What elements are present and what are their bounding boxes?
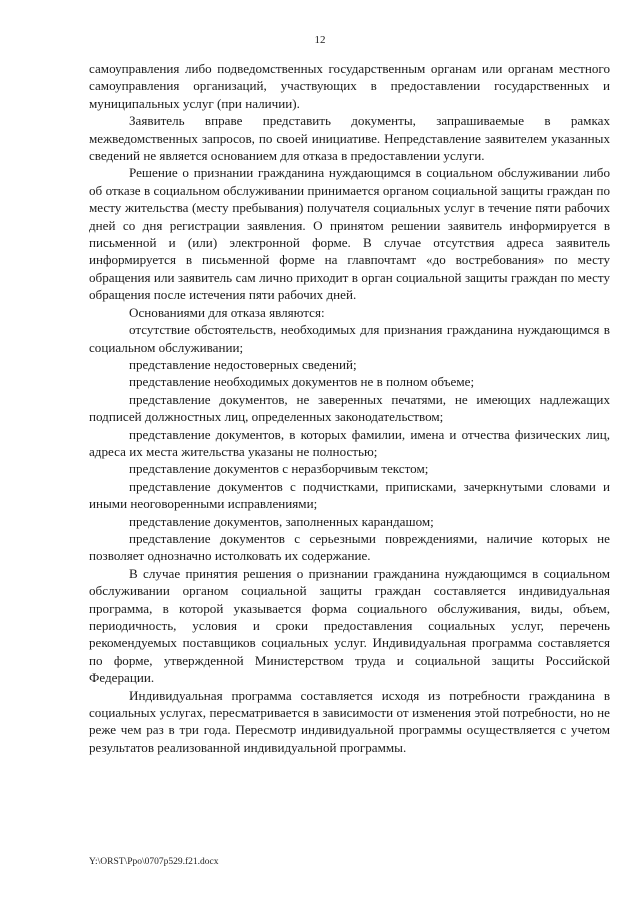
list-item: представление недостоверных сведений; bbox=[129, 356, 357, 372]
list-item: представление документов, заполненных карандашом; bbox=[129, 513, 434, 529]
list-item: представление необходимых документов не в полном объеме; bbox=[129, 374, 475, 390]
paragraph: самоуправления либо подведомственных государственным органам или органам местного самоуправления организаций, участвующих в предоставлении государственных и муниципальных услуг (при наличии). bbox=[89, 61, 610, 111]
file-path-footer: Y:\ORST\Ppo\0707p529.f21.docx bbox=[89, 857, 219, 867]
list-item: представление документов с серьезными повреждениями, наличие которых не позволяет однозначно истолковать их содержание. bbox=[89, 530, 610, 564]
paragraph: Индивидуальная программа составляется исходя из потребности гражданина в социальных услугах, пересматривается в зависимости от изменения этой потребности, но не реже чем раз в три года. Пересмотр индивидуальной программы осуществляется с учетом результатов реализованной индивидуальной программы. bbox=[89, 687, 610, 755]
list-item: представление документов, не заверенных печатями, не имеющих надлежащих подписей должностных лиц, определенных законодательством; bbox=[89, 391, 610, 425]
paragraph: В случае принятия решения о признании гражданина нуждающимся в социальном обслуживании органом социальной защиты граждан составляется индивидуальная программа, в которой указывается форма социального обслуживания, виды, объем, периодичность, условия и сроки предоставления социальных услуг, перечень рекомендуемых поставщиков социальных услуг. Индивидуальная программа составляется по форме, утвержденной Министерством труда и социальной защиты Российской Федерации. bbox=[89, 565, 610, 686]
paragraph: Основаниями для отказа являются: bbox=[129, 304, 325, 320]
list-item: отсутствие обстоятельств, необходимых для признания гражданина нуждающимся в социальном обслуживании; bbox=[89, 322, 610, 355]
paragraph: Решение о признании гражданина нуждающимся в социальном обслуживании либо об отказе в социальном обслуживании принимается органом социальной защиты граждан по месту жительства (месту пребывания) получателя социальных услуг в течение пяти рабочих дней со дня регистрации заявления. О принятом решении заявитель информируется в письменной и (или) электронной форме. В случае отсутствия адреса заявитель информируется в письменной форме на главпочтамт «до востребования» по месту обращения или заявитель сам лично приходит в орган социальной защиты граждан по месту обращения после истечения пяти рабочих дней. bbox=[89, 165, 610, 303]
document-body bbox=[89, 60, 610, 756]
list-item: представление документов с подчистками, приписками, зачеркнутыми словами и иными неоговоренными исправлениями; bbox=[89, 478, 610, 512]
page-number: 12 bbox=[314, 34, 326, 46]
paragraph: Заявитель вправе представить документы, запрашиваемые в рамках межведомственных запросов, по своей инициативе. Непредставление заявителем указанных сведений не является основанием для отказа в предоставлении услуги. bbox=[89, 113, 610, 164]
list-item: представление документов, в которых фамилии, имена и отчества физических лиц, адреса их места жительства указаны не полностью; bbox=[89, 426, 610, 459]
list-item: представление документов с неразборчивым текстом; bbox=[129, 461, 429, 477]
